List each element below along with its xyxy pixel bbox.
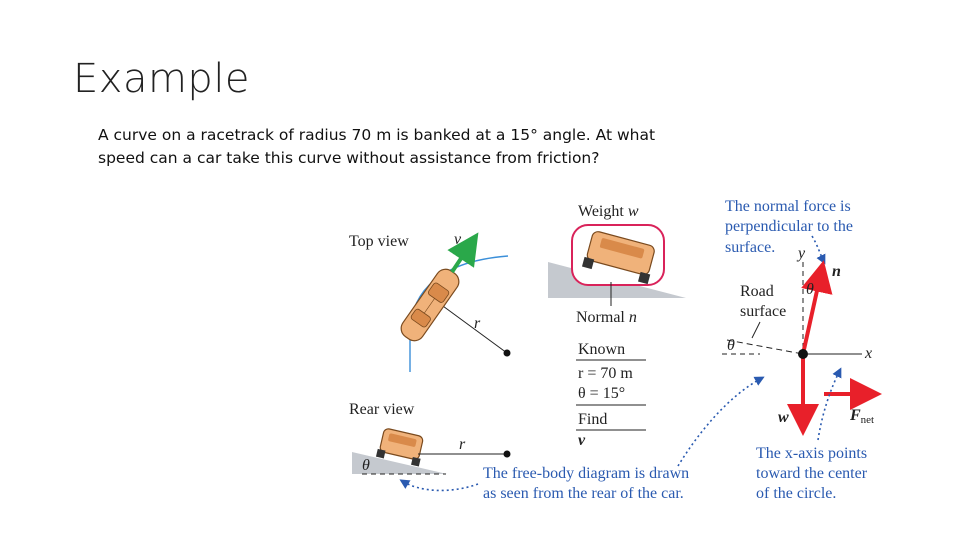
road-surface-line-1: Road — [740, 283, 774, 300]
note-xaxis-line-2: toward the center — [756, 465, 868, 482]
note-normal-line-3: surface. — [725, 239, 776, 256]
y-axis-label: y — [798, 245, 806, 262]
note-normal-line-1: The normal force is — [725, 198, 851, 215]
radius-label-rear: r — [459, 436, 466, 453]
road-surface-line — [727, 340, 803, 354]
note-fbd-pointer-left — [402, 481, 478, 490]
slide-title: Example — [73, 56, 251, 102]
known-heading: Known — [578, 341, 626, 358]
find-v: v — [578, 432, 586, 449]
theta-label-fbd: θ — [727, 337, 735, 354]
normal-label: Normal n — [576, 309, 637, 326]
problem-line-2: speed can a car take this curve without assistance from friction? — [98, 149, 600, 167]
note-fbd-line-2: as seen from the rear of the car. — [483, 485, 684, 502]
center-point-rear — [504, 451, 511, 458]
find-heading: Find — [578, 411, 608, 428]
note-xaxis-pointer — [818, 370, 840, 440]
note-fbd-line-1: The free-body diagram is drawn — [483, 465, 690, 482]
center-point-top — [504, 350, 511, 357]
car-top-view — [397, 265, 463, 344]
top-view-label: Top view — [349, 233, 409, 250]
x-axis-label: x — [865, 345, 873, 362]
weight-force-label: w — [778, 409, 789, 426]
rear-view-label: Rear view — [349, 401, 415, 418]
weight-label: Weight w — [578, 203, 639, 220]
problem-line-1: A curve on a racetrack of radius 70 m is banked at a 15° angle. At what — [98, 126, 656, 144]
note-xaxis-line-3: of the circle. — [756, 485, 837, 502]
theta-label-rear: θ — [362, 457, 370, 474]
road-pointer-line — [752, 322, 760, 338]
note-xaxis-line-1: The x-axis points — [756, 445, 868, 462]
known-theta: θ = 15° — [578, 385, 626, 402]
known-r: r = 70 m — [578, 365, 633, 382]
note-normal-pointer — [812, 236, 824, 262]
road-surface-line-2: surface — [740, 303, 787, 320]
radius-label-top: r — [474, 315, 481, 332]
theta-label-normal: θ — [806, 281, 814, 298]
note-fbd-pointer-up — [678, 378, 762, 466]
fbd-particle — [798, 349, 808, 359]
note-normal-line-2: perpendicular to the — [725, 218, 853, 235]
normal-force-label: n — [832, 263, 841, 280]
net-force-label: Fnet — [850, 407, 875, 426]
velocity-label: v — [454, 231, 462, 248]
